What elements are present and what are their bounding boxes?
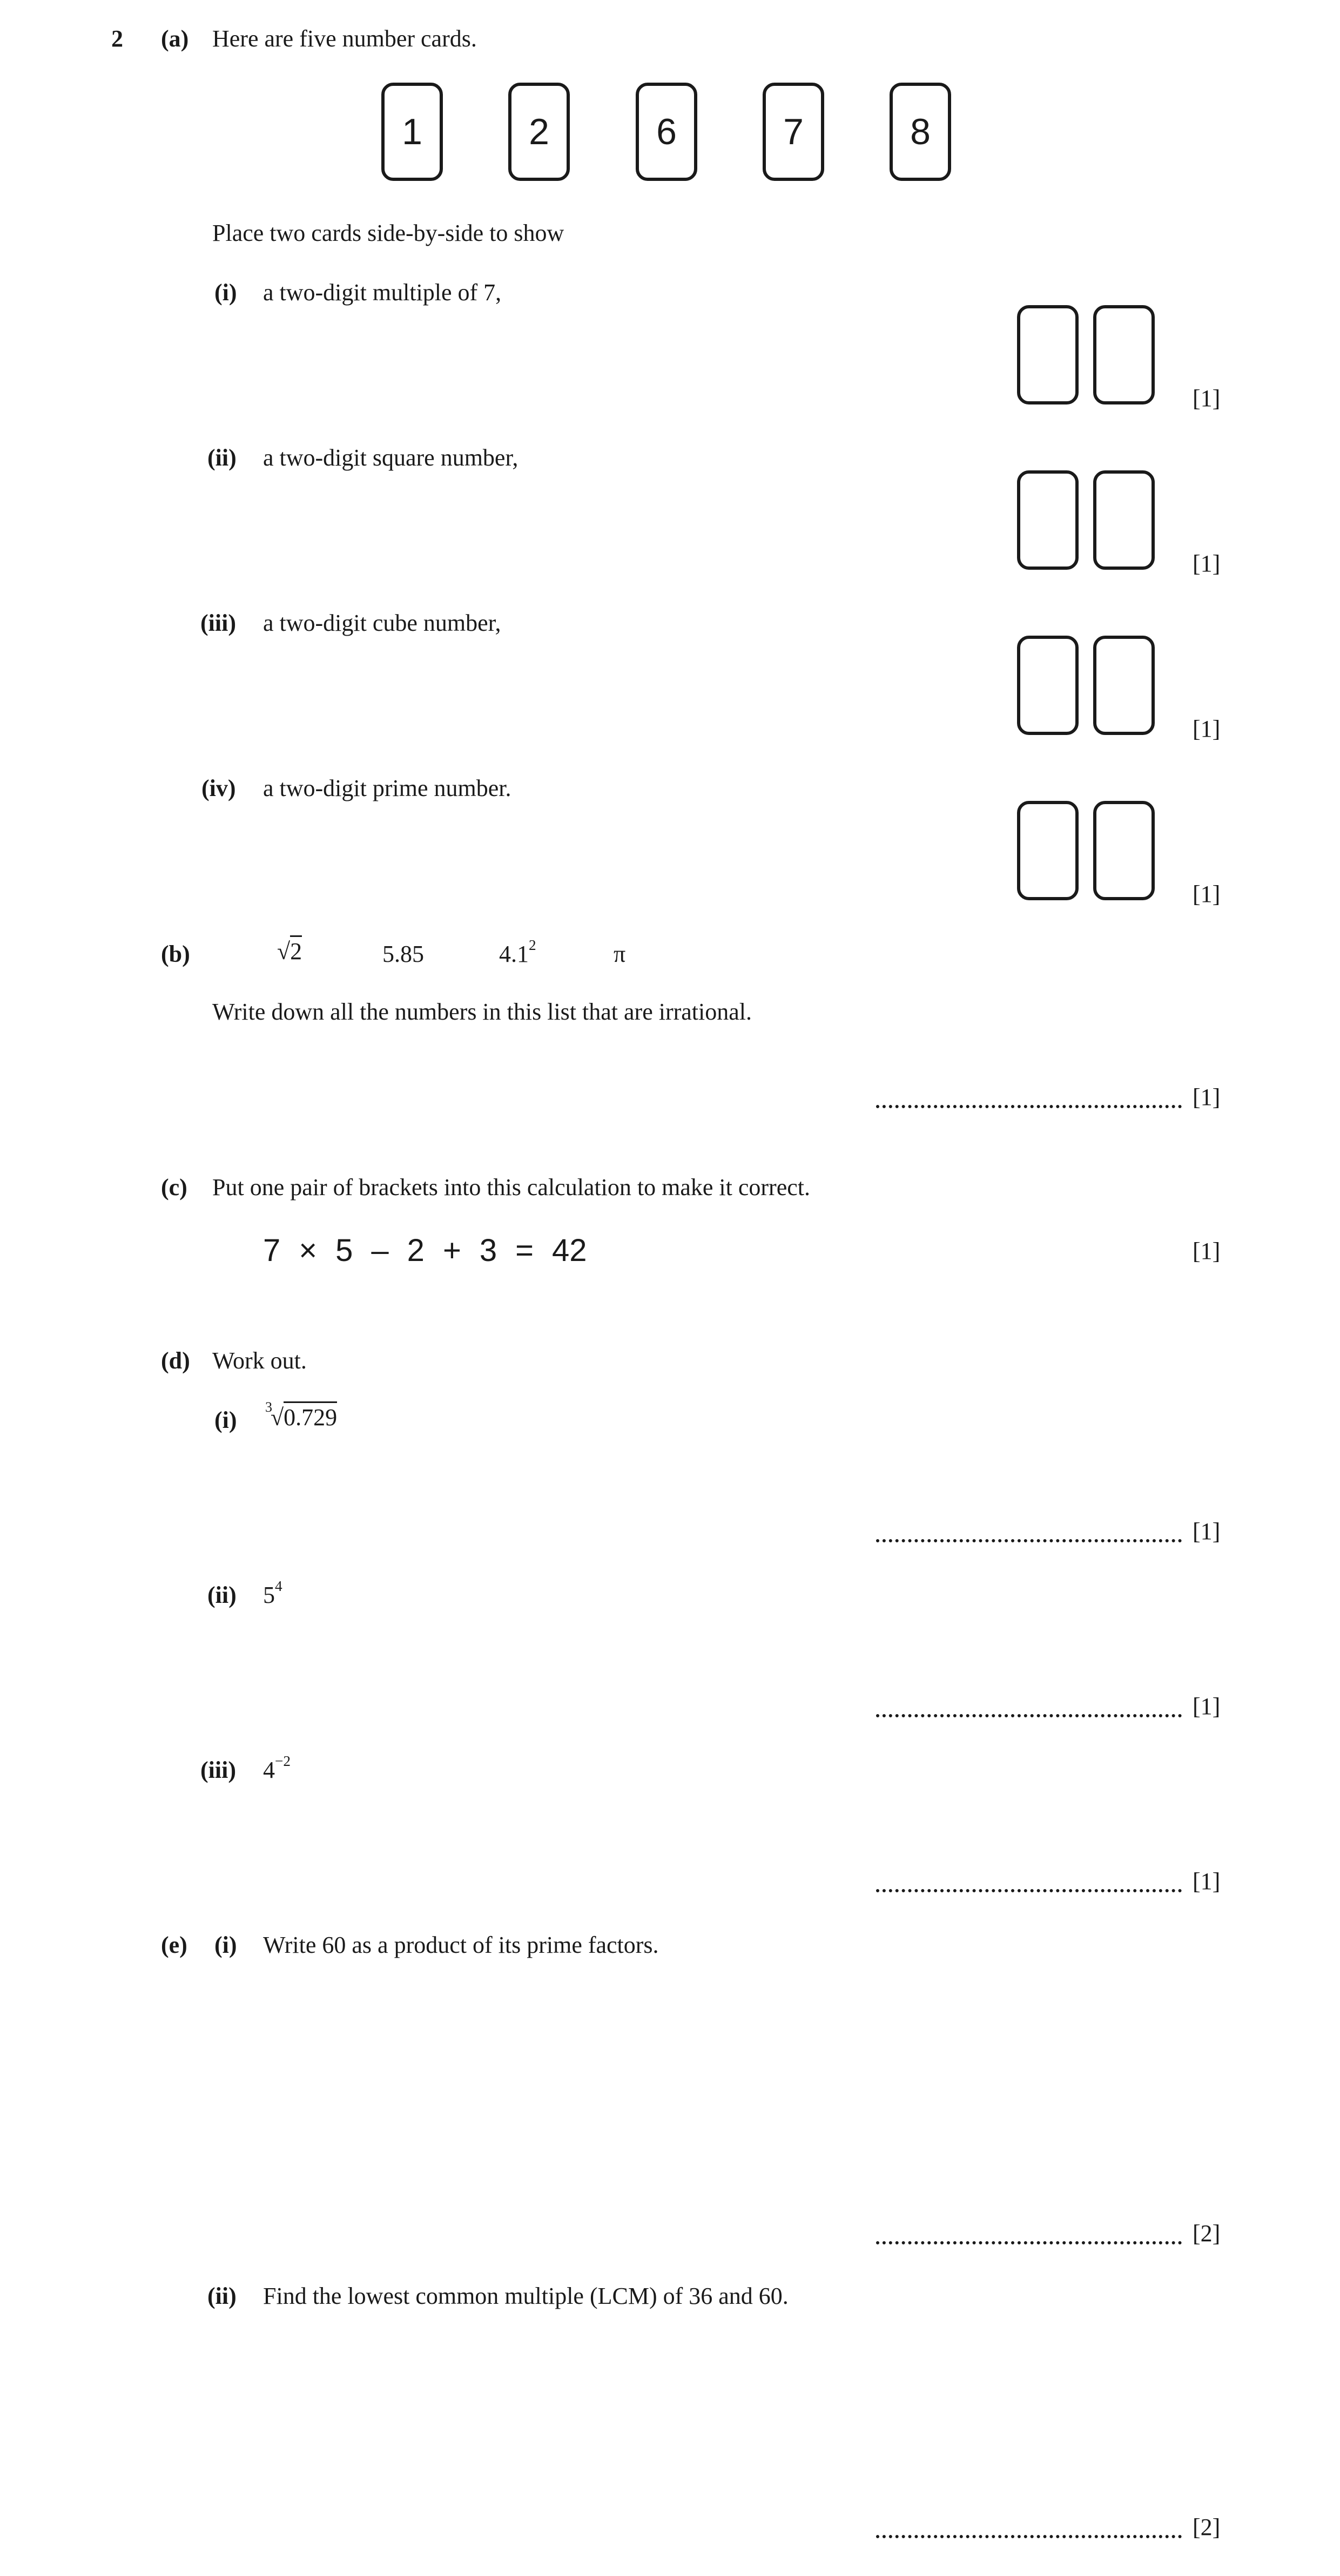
power-base: 4 [263,1757,275,1783]
power-expression-d-iii [263,1753,291,1783]
part-d-ii-label: (ii) [207,1582,237,1608]
question-number: 2 [111,25,123,52]
part-d-iii-label: (iii) [200,1757,236,1783]
power-base: 5 [263,1582,275,1608]
part-e-label: (e) [161,1932,187,1958]
part-a-i-label: (i) [214,279,237,306]
number-card-3: 6 [636,83,697,181]
part-a-iii-label: (iii) [200,610,236,636]
sqrt-radicand: 2 [290,935,302,965]
part-e-i-text: Write 60 as a product of its prime factors. [263,1932,659,1958]
answer-card-a-iv-tens[interactable] [1017,801,1079,900]
power-base: 4.1 [499,941,529,967]
number-5-85: 5.85 [382,941,424,967]
power-expression-d-ii [263,1578,282,1608]
marks-b: [1] [1193,1084,1221,1110]
part-a-iv-label: (iv) [201,775,236,801]
answer-card-a-i-units[interactable] [1093,305,1155,404]
answer-line-d-i[interactable] [876,1539,1182,1542]
number-sqrt-2 [277,940,302,963]
part-b-label: (b) [161,941,190,967]
answer-line-d-iii[interactable] [876,1889,1182,1892]
number-card-1: 1 [381,83,443,181]
power-exponent: −2 [275,1753,291,1770]
answer-line-d-ii[interactable] [876,1714,1182,1717]
marks-c: [1] [1193,1238,1221,1264]
number-card-4: 7 [763,83,824,181]
calc-token: 3 [479,1233,497,1268]
calc-token: = [515,1233,534,1268]
calculation [263,1235,605,1266]
part-d-label: (d) [161,1347,190,1374]
answer-card-a-iii-tens[interactable] [1017,636,1079,735]
part-a-ii-label: (ii) [207,444,237,471]
power-exponent: 2 [529,937,536,954]
part-a-instruction: Place two cards side-by-side to show [212,220,564,246]
calc-token: 42 [551,1233,587,1268]
part-a-iii-text: a two-digit cube number, [263,610,501,636]
part-c-label: (c) [161,1174,187,1201]
part-a-label: (a) [161,25,189,52]
marks-a-iv: [1] [1193,881,1221,907]
marks-e-ii: [2] [1193,2514,1221,2540]
part-d-text: Work out. [212,1347,307,1374]
calc-token: × [299,1233,318,1268]
root-index: 3 [265,1399,272,1415]
part-e-ii-text: Find the lowest common multiple (LCM) of 36 and 60. [263,2283,789,2309]
marks-a-ii: [1] [1193,550,1221,577]
root-radicand: 0.729 [284,1401,337,1431]
number-card-2: 2 [508,83,570,181]
answer-line-b[interactable] [876,1105,1182,1108]
part-e-i-label: (i) [214,1932,237,1958]
calc-token: – [371,1233,389,1268]
number-pi: π [614,941,626,967]
answer-card-a-ii-tens[interactable] [1017,470,1079,570]
cube-root-expression [263,1399,338,1431]
part-a-ii-text: a two-digit square number, [263,444,519,471]
marks-d-i: [1] [1193,1518,1221,1545]
part-a-i-text: a two-digit multiple of 7, [263,279,502,306]
part-d-i-label: (i) [214,1407,237,1433]
marks-a-iii: [1] [1193,716,1221,742]
calc-token: 7 [263,1233,281,1268]
calc-token: 2 [407,1233,425,1268]
part-c-text: Put one pair of brackets into this calculation to make it correct. [212,1174,810,1201]
marks-d-iii: [1] [1193,1868,1221,1894]
sqrt-symbol: √ [277,938,291,965]
part-a-iv-text: a two-digit prime number. [263,775,511,801]
answer-card-a-ii-units[interactable] [1093,470,1155,570]
calc-token: + [442,1233,461,1268]
answer-card-a-iii-units[interactable] [1093,636,1155,735]
answer-line-e-ii[interactable] [876,2535,1182,2538]
marks-d-ii: [1] [1193,1693,1221,1719]
number-4-1-squared [499,937,536,967]
marks-a-i: [1] [1193,385,1221,412]
answer-card-a-i-tens[interactable] [1017,305,1079,404]
number-card-5: 8 [890,83,951,181]
root-symbol: √ [271,1404,284,1431]
answer-line-e-i[interactable] [876,2241,1182,2244]
power-exponent: 4 [275,1578,282,1595]
marks-e-i: [2] [1193,2220,1221,2247]
answer-card-a-iv-units[interactable] [1093,801,1155,900]
part-a-intro: Here are five number cards. [212,25,477,52]
calc-token: 5 [335,1233,353,1268]
part-e-ii-label: (ii) [207,2283,237,2309]
part-b-text: Write down all the numbers in this list that are irrational. [212,999,752,1025]
